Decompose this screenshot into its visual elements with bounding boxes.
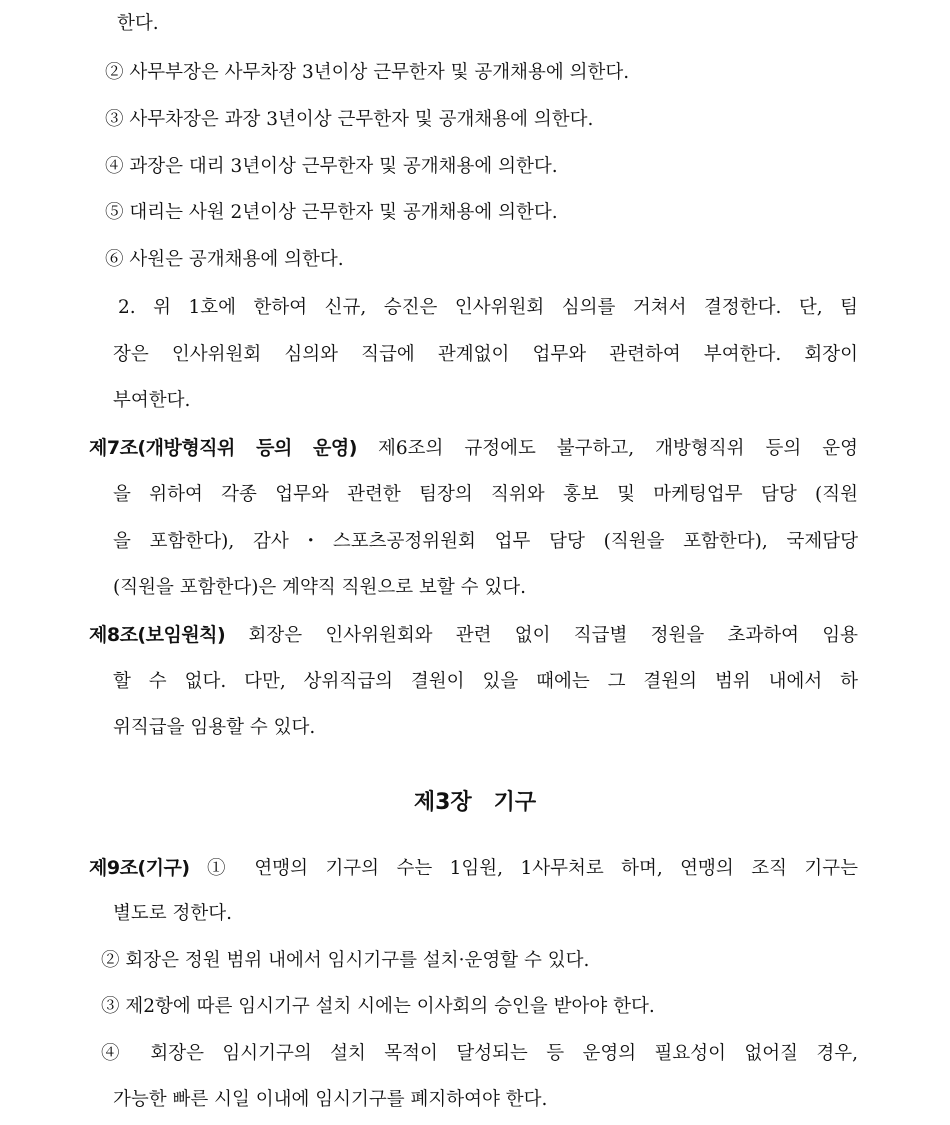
article-8-line-1 xyxy=(89,623,858,648)
article-9-heading: 제9조(기구) xyxy=(89,857,190,879)
item-2-line-1: 2. 위 1호에 한하여 신규, 승진은 인사위원회 심의를 거쳐서 결정한다. 단, 팀 xyxy=(118,297,858,318)
article-7-heading: 제7조(개방형직위 등의 운영) xyxy=(89,437,357,459)
clause-2: ② 사무부장은 사무차장 3년이상 근무한자 및 공개채용에 의한다. xyxy=(105,62,630,83)
chapter-number: 제3장 xyxy=(413,790,472,815)
item-2-line-3: 부여한다. xyxy=(113,390,191,411)
article-8-heading: 제8조(보임원칙) xyxy=(89,624,226,646)
article-9-clause-2: ② 회장은 정원 범위 내에서 임시기구를 설치·운영할 수 있다. xyxy=(101,950,590,971)
clause-6: ⑥ 사원은 공개채용에 의한다. xyxy=(105,249,344,270)
item-2-line-2: 장은 인사위원회 심의와 직급에 관계없이 업무와 관련하여 부여한다. 회장이 xyxy=(113,344,858,365)
article-7-line-1 xyxy=(89,436,858,461)
article-7-line-2: 을 위하여 각종 업무와 관련한 팀장의 직위와 홍보 및 마케팅업무 담당 (직원 xyxy=(113,484,858,505)
chapter-name: 기구 xyxy=(493,790,537,815)
article-9-clause-3: ③ 제2항에 따른 임시기구 설치 시에는 이사회의 승인을 받아야 한다. xyxy=(101,996,655,1017)
article-7-line-4: (직원을 포함한다)은 계약직 직원으로 보할 수 있다. xyxy=(113,577,527,598)
clause-3: ③ 사무차장은 과장 3년이상 근무한자 및 공개채용에 의한다. xyxy=(105,109,594,130)
clause-5: ⑤ 대리는 사원 2년이상 근무한자 및 공개채용에 의한다. xyxy=(105,202,558,223)
article-7-line-3: 을 포함한다), 감사・스포츠공정위원회 업무 담당 (직원을 포함한다), 국제담당 xyxy=(113,531,858,552)
article-9-clause-4-cont: 가능한 빠른 시일 이내에 임시기구를 폐지하여야 한다. xyxy=(113,1089,548,1110)
article-8-line-2: 할 수 없다. 다만, 상위직급의 결원이 있을 때에는 그 결원의 범위 내에서 하 xyxy=(113,671,858,692)
article-8-text: 회장은 인사위원회와 관련 없이 직급별 정원을 초과하여 임용 xyxy=(225,625,858,646)
clause-4: ④ 과장은 대리 3년이상 근무한자 및 공개채용에 의한다. xyxy=(105,156,558,177)
chapter-title xyxy=(0,789,950,817)
article-9-line-2: 별도로 정한다. xyxy=(113,903,232,924)
article-7-text: 제6조의 규정에도 불구하고, 개방형직위 등의 운영 xyxy=(356,438,859,459)
text-line: 한다. xyxy=(117,13,159,34)
article-8-line-3: 위직급을 임용할 수 있다. xyxy=(113,717,316,738)
article-9-text: ① 연맹의 기구의 수는 1임원, 1사무처로 하며, 연맹의 조직 기구는 xyxy=(189,858,858,879)
article-9-clause-4: ④ 회장은 임시기구의 설치 목적이 달성되는 등 운영의 필요성이 없어질 경우, xyxy=(101,1043,858,1064)
article-9-line-1 xyxy=(89,856,858,881)
